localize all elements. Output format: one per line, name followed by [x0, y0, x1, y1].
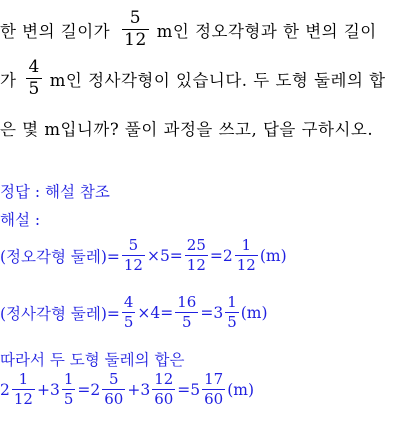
numerator: 4: [28, 57, 40, 77]
denominator: 12: [13, 390, 33, 408]
denominator: 5: [123, 313, 134, 331]
numerator: 5: [109, 370, 119, 388]
unit: (m): [240, 303, 268, 322]
operator: +3: [127, 380, 151, 399]
denominator: 12: [236, 256, 256, 274]
denominator: 5: [227, 313, 237, 331]
square-perimeter-line: [0, 295, 268, 330]
numerator: 12: [154, 370, 174, 388]
numerator: 5: [129, 8, 142, 28]
fraction-five-twelfths: [122, 10, 149, 49]
question-text: 한 변의 길이가: [0, 21, 111, 41]
question-line-1: [0, 10, 377, 49]
fraction: [225, 295, 239, 330]
denominator: 5: [182, 313, 192, 331]
sum-line: [0, 372, 254, 407]
denominator: 12: [124, 30, 147, 50]
pentagon-perimeter-line: [0, 238, 287, 273]
numerator: 1: [18, 370, 29, 388]
denominator: 60: [204, 390, 224, 408]
unit: (m): [259, 246, 287, 265]
denominator: 60: [154, 390, 174, 408]
fraction: [122, 238, 145, 273]
operator: ×5=: [146, 246, 183, 265]
fraction: [152, 372, 175, 407]
answer-text: 정답 : 해설 참조: [0, 183, 110, 201]
pentagon-label: (정오각형 둘레)=: [0, 247, 120, 266]
question-text: 가: [0, 70, 17, 90]
numerator: 16: [177, 293, 197, 311]
denominator: 12: [123, 256, 143, 274]
fraction: [175, 295, 198, 330]
unit: (m): [227, 380, 255, 399]
answer-label: [0, 180, 110, 202]
denominator: 5: [28, 79, 40, 99]
question-text: m인 정사각형이 있습니다. 두 도형 둘레의 합: [49, 70, 386, 90]
numerator: 5: [128, 236, 139, 254]
numerator: 25: [186, 236, 206, 254]
operator: =3: [200, 303, 224, 322]
numerator: 1: [241, 236, 252, 254]
fraction: [102, 372, 125, 407]
denominator: 12: [186, 256, 206, 274]
operator: =2: [77, 380, 101, 399]
fraction: [185, 238, 208, 273]
fraction: [62, 372, 76, 407]
numerator: 4: [123, 293, 134, 311]
numerator: 1: [63, 370, 74, 388]
fraction: [235, 238, 258, 273]
solution-text: 해설 :: [0, 211, 41, 229]
operator: ×4=: [137, 303, 174, 322]
question-line-3: [0, 116, 373, 140]
therefore-text: 따라서 두 도형 둘레의 합은: [0, 351, 185, 369]
solution-label: [0, 208, 40, 230]
denominator: 5: [63, 390, 74, 408]
question-text: m인 정오각형과 한 변의 길이: [156, 21, 377, 41]
whole-number: 2: [0, 380, 10, 399]
question-text: 은 몇 m입니까? 풀이 과정을 쓰고, 답을 구하시오.: [0, 120, 374, 139]
square-label: (정사각형 둘레)=: [0, 304, 120, 323]
fraction: [202, 372, 225, 407]
fraction-four-fifths: [26, 59, 41, 98]
fraction: [12, 372, 35, 407]
operator: =2: [209, 246, 233, 265]
numerator: 1: [227, 293, 237, 311]
question-line-2: [0, 59, 386, 98]
denominator: 60: [104, 390, 124, 408]
therefore-line: [0, 348, 184, 370]
fraction: [122, 295, 136, 330]
operator: +3: [36, 380, 60, 399]
operator: =5: [177, 380, 201, 399]
numerator: 17: [204, 370, 224, 388]
